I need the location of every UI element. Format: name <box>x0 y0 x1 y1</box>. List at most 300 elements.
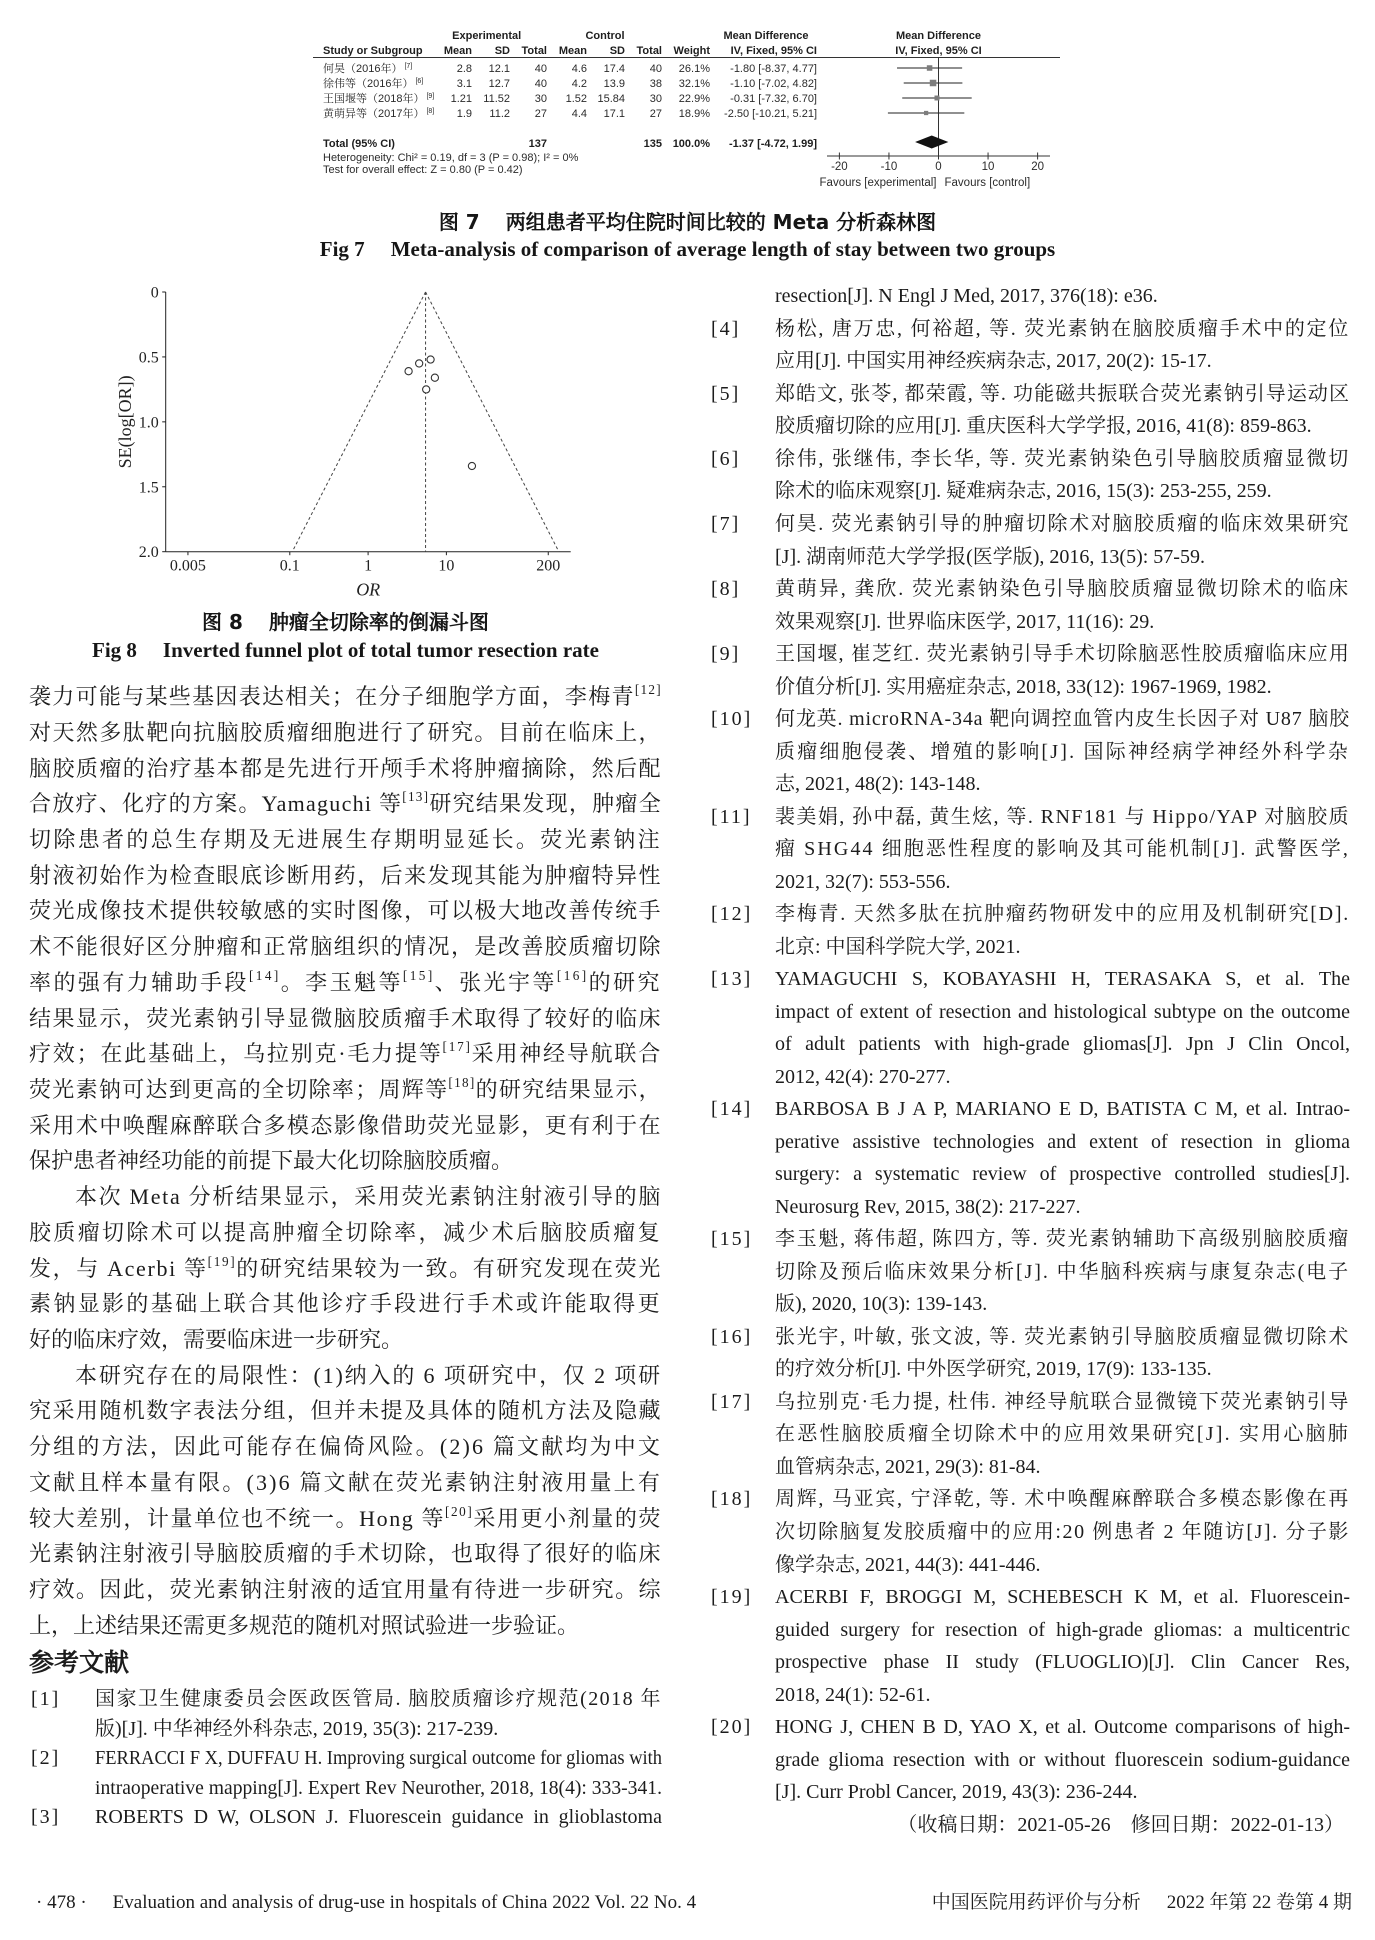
reference-line <box>775 1679 1350 1712</box>
line-content <box>775 1093 1350 1126</box>
text-run: 胶质瘤切除术可以提高肿瘤全切除率，减少术后脑胶质瘤复 <box>29 1219 662 1245</box>
text-run: 价值分析[J]. 实用癌症杂志, 2018, 33(12): 1967-1969, 1982. <box>775 675 1272 698</box>
line-content <box>29 1072 662 1108</box>
total-label: Total (95% CI) <box>323 138 395 150</box>
body-text-line <box>29 1358 662 1394</box>
reference-label: [19] <box>711 1586 753 1609</box>
citation-superscript: [15] <box>402 967 435 983</box>
table-cell: 1.9 <box>456 108 472 120</box>
table-cell: 22.9% <box>678 93 710 105</box>
reference-line <box>95 1803 662 1833</box>
text-run: 的研究结果较为一致。有研究发现在荧光 <box>236 1255 662 1281</box>
reference-item <box>29 1685 662 1744</box>
text-run: 在恶性脑胶质瘤全切除术中的应用效果研究[J]. 实用心脑肺 <box>775 1423 1350 1446</box>
table-cell: 1.52 <box>565 93 587 105</box>
study-name-cell <box>323 91 434 105</box>
body-text-line <box>29 1036 662 1072</box>
reference-item <box>709 378 1350 443</box>
total-effect: -1.37 [-4.72, 1.99] <box>728 138 817 150</box>
reference-line <box>775 768 1350 801</box>
line-content <box>775 280 1158 313</box>
figure-8-caption-cn <box>29 609 662 635</box>
citation-superscript: [13] <box>402 789 430 805</box>
reference-label: [4] <box>711 317 741 340</box>
text-run: （收稿日期：2021-05-26 修回日期：2022-01-13） <box>897 1813 1344 1836</box>
funnel-plot <box>90 270 590 610</box>
reference-label: [1] <box>31 1688 61 1711</box>
body-text-line <box>29 1179 662 1215</box>
study-effect-square <box>927 65 933 71</box>
reference-label: [20] <box>711 1716 753 1739</box>
line-content <box>29 1036 662 1072</box>
text-run: 国家卫生健康委员会医政医管局. 脑胶质瘤诊疗规范(2018 年 <box>95 1688 662 1711</box>
forest-plot <box>300 20 1080 195</box>
table-cell: 17.4 <box>603 63 625 75</box>
text-run: ROBERTS D W, OLSON J. Fluorescein guidance in glioblastoma <box>95 1806 662 1829</box>
line-content <box>775 1126 1350 1159</box>
line-content <box>775 1711 1350 1744</box>
line-content <box>95 1744 662 1774</box>
line-content <box>775 1776 1137 1809</box>
body-text-line <box>29 1001 662 1037</box>
reference-item <box>709 1483 1350 1581</box>
text-run: 2018, 24(1): 52-61. <box>775 1683 931 1706</box>
line-content <box>29 1286 662 1322</box>
text-run: 脑胶质瘤的治疗基本都是先进行开颅手术将肿瘤摘除，然后配 <box>29 755 662 781</box>
line-content <box>775 1646 1350 1679</box>
table-cell: 4.6 <box>571 63 587 75</box>
reference-item <box>709 963 1350 1093</box>
figure-label: Fig 8 <box>92 638 137 662</box>
reference-item <box>709 1093 1350 1223</box>
line-content <box>897 1809 1344 1842</box>
text-run: 张光宇, 叶敏, 张文波, 等. 荧光素钠引导脑胶质瘤显微切除术 <box>775 1325 1350 1348</box>
paragraph <box>29 1358 662 1644</box>
line-content <box>29 965 662 1001</box>
figure-7-caption-en <box>0 236 1375 262</box>
text-run: surgery: a systematic review of prospective controlled studies[J]. <box>775 1163 1350 1186</box>
line-content <box>775 606 1154 639</box>
text-run: 荧光成像技术提供较敏感的实时图像，可以极大地改善传统手 <box>29 898 662 924</box>
reference-line <box>775 1418 1350 1451</box>
text-run: 2012, 42(4): 270-277. <box>775 1065 951 1088</box>
table-cell: 27 <box>534 108 547 120</box>
text-run: 像学杂志, 2021, 44(3): 441-446. <box>775 1553 1041 1576</box>
text-run: 次切除脑复发胶质瘤中的应用:20 例患者 2 年随访[J]. 分子影 <box>775 1520 1350 1543</box>
reference-item <box>709 573 1350 638</box>
line-content <box>775 313 1350 346</box>
reference-line <box>95 1715 662 1745</box>
x-tick-label: 1 <box>364 557 373 575</box>
reference-label: [11] <box>711 805 752 828</box>
text-run: 术不能很好区分肿瘤和正常脑组织的情况，是改善胶质瘤切除 <box>29 934 662 960</box>
table-cell: 1.21 <box>450 93 472 105</box>
text-run: 何昊. 荧光素钠引导的肿瘤切除术对脑胶质瘤的临床效果研究 <box>775 513 1350 535</box>
text-run: of adult patients with high-grade gliomas[J]. Jpn J Clin Oncol, <box>775 1033 1350 1056</box>
body-text-line <box>29 1286 662 1322</box>
journal-issue-cn: 2022 年第 22 卷第 4 期 <box>1166 1892 1352 1913</box>
reference-label: [17] <box>711 1390 753 1413</box>
line-content <box>29 822 662 858</box>
footer-right <box>932 1890 1352 1916</box>
body-text-line <box>29 1322 662 1358</box>
body-text-line <box>29 1608 662 1644</box>
table-cell: 3.1 <box>456 78 472 90</box>
line-content <box>775 1386 1350 1419</box>
body-text-line <box>29 858 662 894</box>
footer-left <box>36 1890 696 1916</box>
text-run: 。李玉魁等 <box>280 969 403 995</box>
references-heading: 参考文献 <box>29 1648 130 1677</box>
reference-item <box>709 1581 1350 1711</box>
study-ref-superscript: [8] <box>426 108 435 115</box>
reference-item <box>709 898 1350 963</box>
reference-line <box>775 1288 1350 1321</box>
reference-line <box>775 671 1350 704</box>
body-text-line <box>29 1501 662 1537</box>
page-number: · 478 · <box>36 1892 87 1913</box>
body-text-line <box>29 929 662 965</box>
y-tick-label: 0 <box>150 284 159 302</box>
line-content <box>775 833 1350 866</box>
group-header: Mean Difference <box>723 30 809 42</box>
reference-line <box>775 1483 1350 1516</box>
column-header: Mean <box>443 45 472 57</box>
body-text-line <box>29 1572 662 1608</box>
line-content <box>775 1516 1350 1549</box>
pooled-effect-diamond <box>915 136 948 149</box>
citation-superscript: [12] <box>634 682 662 698</box>
table-cell: 40 <box>534 78 547 90</box>
figure-title: Meta-analysis of comparison of average length of stay between two groups <box>390 237 1056 261</box>
line-content <box>29 751 662 787</box>
line-content <box>775 736 1350 769</box>
text-run: 版), 2020, 10(3): 139-143. <box>775 1293 988 1316</box>
total-weight: 100.0% <box>672 138 710 150</box>
line-content <box>29 1143 513 1179</box>
line-content <box>29 858 662 894</box>
article-dates <box>709 1809 1350 1842</box>
line-content <box>95 1803 662 1833</box>
reference-label: [18] <box>711 1488 753 1511</box>
text-run: 好的临床疗效，需要临床进一步研究。 <box>29 1327 404 1353</box>
text-run: 研究结果发现，肿瘤全 <box>429 791 662 817</box>
text-run: 切除及预后临床效果分析[J]. 中华脑科疾病与康复杂志(电子 <box>775 1260 1350 1283</box>
reference-line <box>775 573 1350 606</box>
study-name-cell <box>323 76 423 90</box>
text-run: 荧光素钠可达到更高的全切除率；周辉等 <box>29 1077 449 1102</box>
references-right-column <box>709 280 1350 1841</box>
line-content <box>29 1393 662 1429</box>
body-text-line <box>29 1072 662 1108</box>
column-header: Weight <box>673 45 710 57</box>
funnel-left-boundary <box>292 292 425 552</box>
figure-7-caption-cn <box>0 209 1375 235</box>
total-experimental: 137 <box>528 138 547 150</box>
line-content <box>29 893 662 929</box>
text-run: 的研究结果显示， <box>475 1077 662 1102</box>
x-tick-label: 10 <box>981 161 995 173</box>
table-cell: 27 <box>649 108 662 120</box>
reference-line <box>775 1516 1350 1549</box>
effect-estimate-cell: -0.31 [-7.32, 6.70] <box>730 93 817 105</box>
text-run: 李梅青. 天然多肽在抗肿瘤药物研发中的应用及机制研究[D]. <box>775 903 1350 926</box>
text-run: 袭力可能与某些基因表达相关；在分子细胞学方面，李梅青 <box>29 684 635 710</box>
table-cell: 12.7 <box>488 78 510 90</box>
figure-title: 肿瘤全切除率的倒漏斗图 <box>268 610 489 634</box>
text-run: intraoperative mapping[J]. Expert Rev Neurother, 2018, 18(4): 333-341. <box>95 1776 662 1799</box>
text-run: 版)[J]. 中华神经外科杂志, 2019, 35(3): 217-239. <box>95 1717 499 1740</box>
body-text-line <box>29 1215 662 1251</box>
text-run: 杨松, 唐万忠, 何裕超, 等. 荧光素钠在脑胶质瘤手术中的定位 <box>775 317 1350 340</box>
text-run: 瘤 SHG44 细胞恶性程度的影响及其可能机制[J]. 武警医学, <box>775 838 1350 861</box>
text-run: 北京: 中国科学院大学, 2021. <box>775 935 1021 958</box>
study-name: 何昊（2016年） <box>323 63 403 75</box>
column-header: SD <box>609 45 625 57</box>
study-name-cell <box>323 106 434 120</box>
reference-line <box>775 833 1350 866</box>
text-run: 采用更小剂量的荧 <box>473 1505 662 1531</box>
line-content <box>29 1108 662 1144</box>
table-cell: 40 <box>534 63 547 75</box>
study-ref-superscript: [6] <box>415 78 424 85</box>
line-content <box>775 768 981 801</box>
body-text-line <box>29 1108 662 1144</box>
column-header: Total <box>521 45 547 57</box>
text-run: 分组的方法，因此可能存在偏倚风险。(2)6 篇文献均为中文 <box>29 1434 662 1460</box>
line-content <box>775 671 1272 704</box>
reference-line <box>775 866 1350 899</box>
text-run: HONG J, CHEN B D, YAO X, et al. Outcome comparisons of high- <box>775 1716 1350 1739</box>
reference-line <box>775 280 1350 313</box>
column-header: IV, Fixed, 95% CI <box>730 45 817 57</box>
x-tick-label: 200 <box>536 557 561 575</box>
y-tick-label: 2.0 <box>138 544 159 562</box>
body-text-line <box>29 715 662 751</box>
text-run: 切除患者的总生存期及无进展生存期明显延长。荧光素钠注 <box>29 826 662 852</box>
text-run: Neurosurg Rev, 2015, 38(2): 217-227. <box>775 1195 1081 1218</box>
line-content <box>75 1179 662 1215</box>
column-header-plot: IV, Fixed, 95% CI <box>895 45 982 57</box>
line-content <box>95 1685 662 1715</box>
reference-item <box>709 313 1350 378</box>
reference-line <box>775 606 1350 639</box>
reference-label: [5] <box>711 382 741 405</box>
citation-superscript: [16] <box>556 967 589 983</box>
text-run: [J]. Curr Probl Cancer, 2019, 43(3): 236-244. <box>775 1781 1138 1804</box>
text-run: 的研究 <box>588 969 662 995</box>
text-run: 疗效；在此基础上，乌拉别克·毛力提等 <box>29 1041 443 1067</box>
table-cell: 2.8 <box>456 63 472 75</box>
reference-item <box>709 1321 1350 1386</box>
study-name: 王国堰等（2018年） <box>323 93 425 105</box>
text-run: 应用[J]. 中国实用神经疾病杂志, 2017, 20(2): 15-17. <box>775 350 1212 373</box>
text-run: resection[J]. N Engl J Med, 2017, 376(18): e36. <box>775 285 1158 308</box>
line-content <box>775 866 951 899</box>
body-text <box>29 679 662 1643</box>
reference-line <box>775 1158 1350 1191</box>
table-cell: 18.9% <box>678 108 710 120</box>
text-run: 发，与 Acerbi 等 <box>29 1255 208 1281</box>
body-text-line <box>29 1393 662 1429</box>
text-run: FERRACCI F X, DUFFAU H. Improving surgical outcome for gliomas with <box>95 1747 662 1770</box>
x-tick-label: 0 <box>935 161 942 173</box>
line-content <box>775 1679 931 1712</box>
text-run: 徐伟, 张继伟, 李长华, 等. 荧光素钠染色引导脑胶质瘤显微切 <box>775 447 1350 470</box>
group-header: Mean Difference <box>896 30 981 42</box>
line-content <box>775 963 1350 996</box>
figure-title: Inverted funnel plot of total tumor resection rate <box>162 638 599 662</box>
reference-label: [13] <box>711 968 753 991</box>
text-run: prospective phase II study (FLUOGLIO)[J]. Clin Cancer Res, <box>775 1651 1350 1674</box>
text-run: 较大差别，计量单位也不统一。Hong 等 <box>29 1505 446 1531</box>
text-run: 结果显示，荧光素钠引导显微脑胶质瘤手术取得了较好的临床 <box>29 1005 662 1031</box>
reference-line <box>775 1614 1350 1647</box>
text-run: 保护患者神经功能的前提下最大化切除脑胶质瘤。 <box>29 1148 514 1174</box>
column-header: Total <box>636 45 662 57</box>
reference-item <box>709 280 1350 313</box>
reference-line <box>775 996 1350 1029</box>
figure-label: 图 7 <box>438 210 480 234</box>
text-run: 黄萌异, 龚欣. 荧光素钠染色引导脑胶质瘤显微切除术的临床 <box>775 578 1350 601</box>
line-content <box>95 1715 498 1745</box>
line-content <box>775 931 1021 964</box>
text-run: 率的强有力辅助手段 <box>29 969 249 995</box>
line-content <box>775 1418 1350 1451</box>
line-content <box>775 1028 1350 1061</box>
reference-line <box>775 1256 1350 1289</box>
reference-line <box>775 508 1350 541</box>
heterogeneity-text: Heterogeneity: Chi² = 0.19, df = 3 (P = 0.98); I² = 0% <box>323 152 579 164</box>
journal-name-cn: 中国医院用药评价与分析 <box>931 1892 1141 1913</box>
body-text-line <box>29 1536 662 1572</box>
text-run: 光素钠注射液引导脑胶质瘤的手术切除，也取得了很好的临床 <box>29 1541 662 1567</box>
reference-line <box>775 898 1350 931</box>
line-content <box>775 1581 1350 1614</box>
line-content <box>29 1572 662 1608</box>
line-content <box>29 786 662 822</box>
line-content <box>29 1536 662 1572</box>
line-content <box>775 443 1350 476</box>
favours-experimental-label: Favours [experimental] <box>819 177 937 189</box>
table-cell: 4.4 <box>571 108 587 120</box>
reference-label: [8] <box>711 578 741 601</box>
text-run: 质瘤细胞侵袭、增殖的影响[J]. 国际神经病学神经外科学杂 <box>775 740 1350 763</box>
table-cell: 38 <box>649 78 662 90</box>
paragraph <box>29 1179 662 1358</box>
reference-label: [7] <box>711 513 741 535</box>
text-run: 、张光宇等 <box>434 969 557 995</box>
line-content <box>775 1158 1350 1191</box>
text-run: 对天然多肽靶向抗脑胶质瘤细胞进行了研究。目前在临床上， <box>29 719 662 745</box>
table-cell: 17.1 <box>603 108 625 120</box>
text-run: 素钠显影的基础上联合其他诊疗手段进行手术或许能取得更 <box>29 1291 662 1317</box>
page-footer <box>0 1890 1375 1916</box>
text-run: 效果观察[J]. 世界临床医学, 2017, 11(16): 29. <box>775 610 1155 633</box>
reference-item <box>709 638 1350 703</box>
figure-label: 图 8 <box>202 610 243 634</box>
line-content <box>775 1288 987 1321</box>
x-tick-label: 0.1 <box>279 557 300 575</box>
reference-label: [3] <box>31 1806 61 1829</box>
reference-item <box>29 1803 662 1833</box>
line-content <box>775 573 1350 606</box>
text-run: impact of extent of resection and histological subtype on the outcome <box>775 1000 1350 1023</box>
reference-line <box>775 638 1350 671</box>
study-point <box>423 386 430 393</box>
paragraph <box>29 679 662 1179</box>
total-control: 135 <box>643 138 662 150</box>
group-header: Control <box>585 30 625 42</box>
text-run: 乌拉别克·毛力提, 杜伟. 神经导航联合显微镜下荧光素钠引导 <box>775 1390 1350 1413</box>
citation-superscript: [20] <box>445 1503 474 1519</box>
text-run: 采用神经导航联合 <box>471 1041 662 1067</box>
text-run: YAMAGUCHI S, KOBAYASHI H, TERASAKA S, et al. The <box>775 968 1350 991</box>
body-text-line <box>29 1251 662 1287</box>
study-effect-square <box>924 111 928 115</box>
text-run: 除术的临床观察[J]. 疑难病杂志, 2016, 15(3): 253-255, 259. <box>775 480 1272 503</box>
text-run: 郑皓文, 张苓, 都荣霞, 等. 功能磁共振联合荧光素钠引导运动区 <box>775 382 1350 405</box>
favours-control-label: Favours [control] <box>944 177 1031 189</box>
line-content <box>775 508 1350 541</box>
citation-superscript: [17] <box>442 1039 472 1055</box>
table-cell: 32.1% <box>678 78 710 90</box>
text-run: 何龙英. microRNA-34a 靶向调控血管内皮生长因子对 U87 脑胶 <box>775 708 1350 731</box>
line-content <box>775 410 1312 443</box>
text-run: guided surgery for resection of high-grade gliomas: a multicentric <box>775 1618 1350 1641</box>
reference-line <box>775 963 1350 996</box>
reference-item <box>709 703 1350 801</box>
text-run: 周辉, 马亚宾, 宁泽乾, 等. 术中唤醒麻醉联合多模态影像在再 <box>775 1488 1350 1511</box>
reference-label: [12] <box>711 903 753 926</box>
body-text-line <box>29 822 662 858</box>
reference-label: [14] <box>711 1098 753 1121</box>
line-content <box>775 1321 1350 1354</box>
study-name: 徐伟等（2016年） <box>323 78 414 90</box>
x-tick-label: -10 <box>880 161 898 173</box>
reference-line <box>775 1061 1350 1094</box>
reference-line <box>775 1093 1350 1126</box>
reference-line <box>775 313 1350 346</box>
study-ref-superscript: [7] <box>404 63 413 70</box>
figure-8-caption-en <box>29 637 662 663</box>
reference-line <box>775 931 1350 964</box>
reference-line <box>775 1776 1350 1809</box>
text-run: ACERBI F, BROGGI M, SCHEBESCH K M, et al. Fluorescein- <box>775 1586 1350 1609</box>
line-content <box>775 1191 1081 1224</box>
line-content <box>775 801 1350 834</box>
text-run: 射液初始作为检查眼底诊断用药，后来发现其能为肿瘤特异性 <box>29 862 662 888</box>
body-text-line <box>29 679 662 715</box>
reference-line <box>775 541 1350 574</box>
line-content <box>775 475 1272 508</box>
text-run: 本次 Meta 分析结果显示，采用荧光素钠注射液引导的脑 <box>75 1184 662 1210</box>
line-content <box>775 1353 1212 1386</box>
reference-item <box>709 1223 1350 1321</box>
reference-line <box>775 1744 1350 1777</box>
reference-line <box>775 1126 1350 1159</box>
text-run: 志, 2021, 48(2): 143-148. <box>775 773 981 796</box>
citation-superscript: [18] <box>448 1075 476 1091</box>
reference-line <box>775 1353 1350 1386</box>
table-cell: 40 <box>649 63 662 75</box>
line-content <box>775 1451 1041 1484</box>
body-text-line <box>29 965 662 1001</box>
table-cell: 26.1% <box>678 63 710 75</box>
table-cell: 12.1 <box>488 63 510 75</box>
reference-label: [16] <box>711 1325 753 1348</box>
body-text-line <box>29 786 662 822</box>
